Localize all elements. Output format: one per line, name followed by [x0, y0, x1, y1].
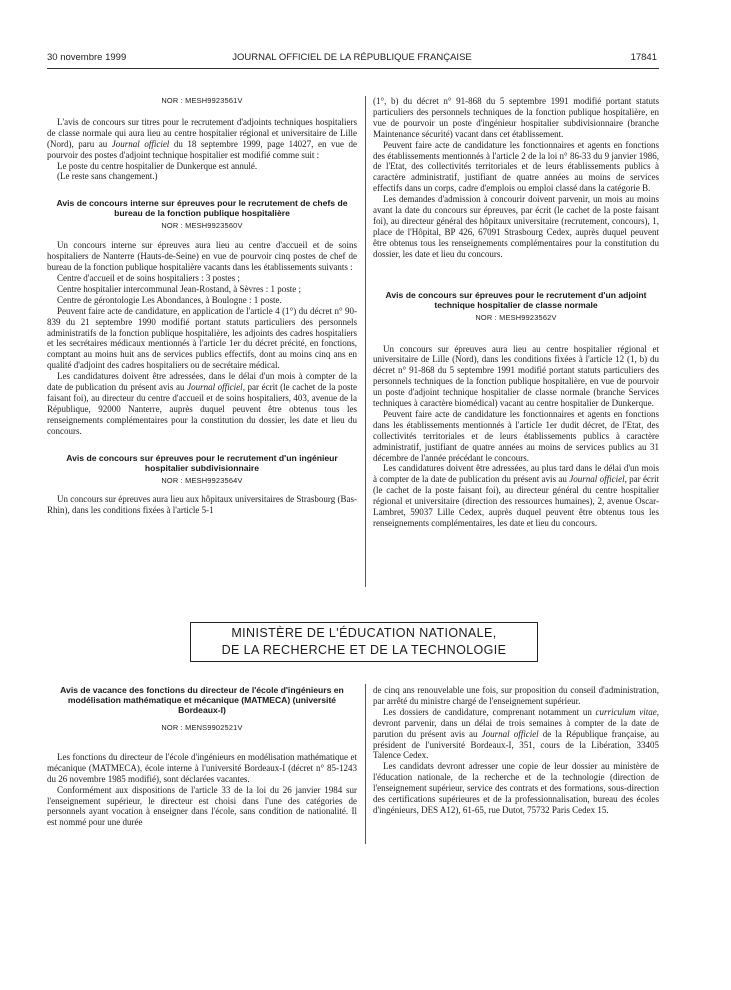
paragraph: Conformément aux dispositions de l'article 33 de la loi du 26 janvier 1984 sur l'enseignement supérieur, le directeur est choisi dans l'une des catégories de personnels ayant vocation à enseigner dans l'école, sans condition de nationalité. Il est nommé pour une durée	[47, 784, 357, 828]
header-rule	[47, 68, 659, 69]
paragraph: Peuvent faire acte de candidature les fonctionnaires et agents en fonctions dans les établissements mentionnés à l'article 1er dudit décret, de l'Etat, des collectivités territoriales et de leurs établissements publics à caractère administratif, justifiant de quatre années au moins de services publics au 31 décembre de l'année précédant le concours.	[373, 408, 659, 463]
paragraph: Un concours sur épreuves aura lieu aux hôpitaux universitaires de Strasbourg (Bas-Rhin), dans les conditions fixées à l'article 5-1	[47, 494, 358, 516]
paragraph: (1°, b) du décret n° 91-868 du 5 septembre 1991 modifié portant statuts particuliers des personnels techniques de la fonction publique hospitalière, en vue de pourvoir un poste d'ingénieur hospitalier subdivisionnaire (branche Maintenance sécurité) vacant dans cet établissement.	[373, 96, 659, 139]
paragraph: Le poste du centre hospitalier de Dunkerque est annulé.	[57, 160, 258, 171]
paragraph: Les fonctions du directeur de l'école d'ingénieurs en modélisation mathématique et mécanique (MATMECA), école interne à l'université Bordeaux-I (décret n° 85-1243 du 26 novembre 1985 modifié), sont déclarées vacantes.	[47, 751, 357, 784]
column-divider-bottom	[365, 684, 366, 844]
paragraph: Les candidatures doivent être adressées, au plus tard dans le délai d'un mois à compter de la date de publication du présent avis au Journal officiel, par écrit (le cachet de la poste faisant foi), au directeur général du centre hospitalier régional et universitaire (direction des ressources humaines), 2, avenue Oscar-Lambret, 59037 Lille Cedex, auprès duquel peuvent être obtenus tous les renseignements complémentaires, les date et lieu du concours.	[373, 463, 659, 528]
paragraph: Un concours sur épreuves aura lieu au centre hospitalier régional et universitaire de Lille (Nord), dans les conditions fixées à l'article 12 (1, b) du décret n° 91-868 du 5 septembre 1991 modifié portant statuts particuliers des personnels techniques de la fonction publique hospitalière, en vue de pourvoir un poste d'adjoint technique hospitalier de classe normale (branche Services techniques à caractère biomédical) vacant au centre hospitalier de Dunkerque.	[373, 343, 659, 409]
paragraph: de cinq ans renouvelable une fois, sur proposition du conseil d'administration, par arrêté du ministre chargé de l'enseignement supérieur.	[373, 685, 659, 706]
header-journal-title: JOURNAL OFFICIEL DE LA RÉPUBLIQUE FRANÇAISE	[232, 52, 472, 63]
header-page-number: 17841	[630, 52, 657, 63]
paragraph: Les candidats devront adresser une copie de leur dossier au ministère de l'éducation nationale, de la recherche et de la technologie (direction de l'enseignement supérieur, service des contrats et des formations, sous-direction des certifications supérieures et de la professionnalisation, bureau des écoles d'ingénieurs, DES A12), 61-65, rue Dutot, 75732 Paris Cedex 15.	[373, 761, 659, 815]
bottom-right-column	[373, 685, 659, 816]
ministry-heading	[190, 622, 538, 662]
paragraph: Un concours interne sur épreuves aura lieu au centre d'accueil et de soins hospitaliers de Nanterre (Hauts-de-Seine) en vue de pourvoir cinq postes de chef de bureau de la fonction publique hospitalière vacants dans les établissements suivants :	[47, 240, 357, 273]
paragraph: Centre de gérontologie Les Abondances, à Boulogne : 1 poste.	[57, 294, 282, 305]
header-date: 30 novembre 1999	[47, 52, 127, 63]
nor-reference: NOR : MESH9923561V	[161, 96, 243, 105]
paragraph: Centre d'accueil et de soins hospitaliers : 3 postes ;	[57, 272, 240, 283]
notice-title: Avis de vacance des fonctions du directeur de l'école d'ingénieurs en modélisation mathématique et mécanique (MATMECA) (université Bordeaux-I)	[60, 685, 344, 715]
paragraph: L'avis de concours sur titres pour le recrutement d'adjoints techniques hospitaliers de classe normale qui aura lieu au centre hospitalier régional et universitaire de Lille (Nord), paru au Journal officiel du 18 septembre 1999, page 14027, en vue de pourvoir des postes d'adjoint technique hospitalier est modifié comme suit :	[47, 116, 357, 160]
paragraph: Centre hospitalier intercommunal Jean-Rostand, à Sèvres : 1 poste ;	[57, 283, 301, 294]
nor-reference: NOR : MESH9923560V	[161, 221, 243, 231]
running-header	[47, 52, 657, 66]
notice-title: Avis de concours sur épreuves pour le recrutement d'un adjoint technique hospitalier de classe normale	[385, 289, 647, 310]
paragraph: Peuvent faire acte de candidature, en application de l'article 4 (1°) du décret n° 90-839 du 21 septembre 1990 modifié portant statuts particuliers des personnels administratifs de la fonction publique hospitalière, les adjoints des cadres hospitaliers et les secrétaires médicaux mentionnés à l'article 1er du décret précité, en fonctions, comptant au moins huit ans de services publics effectifs, dont au moins cinq ans en qualité d'adjoint des cadres hospitaliers ou de secrétaire médical.	[47, 305, 357, 371]
nor-reference: NOR : MESH9923564V	[161, 475, 243, 485]
paragraph: Les dossiers de candidature, comprenant notamment un curriculum vitae, devront parvenir, dans un délai de trois semaines à compter de la date de parution du présent avis au Journal officiel de la République française, au président de l'université Bordeaux-I, 351, cours de la Libération, 33405 Talence Cedex.	[373, 706, 659, 761]
paragraph: Peuvent faire acte de candidature les fonctionnaires et agents en fonctions des établissements mentionnés à l'article 2 de la loi n° 86-33 du 9 janvier 1986, de l'Etat, des collectivités territoriales et de leurs établissements publics à caractère administratif, justifiant de quatre années au moins de services effectifs dans un corps, cadre d'emplois ou emploi classé dans la catégorie B.	[373, 139, 659, 194]
left-column	[47, 96, 357, 516]
nor-reference: NOR : MENS9902521V	[161, 723, 243, 732]
ministry-line-2: DE LA RECHERCHE ET DE LA TECHNOLOGIE	[221, 643, 507, 657]
notice-title: Avis de concours interne sur épreuves pour le recrutement de chefs de bureau de la fonction publique hospitalière	[56, 198, 348, 219]
notice-title: Avis de concours sur épreuves pour le recrutement d'un ingénieur hospitalier subdivisionnaire	[66, 452, 338, 473]
bottom-left-column	[47, 685, 357, 828]
nor-reference: NOR : MESH9923562V	[475, 312, 557, 322]
paragraph: Les demandes d'admission à concourir doivent parvenir, un mois au moins avant la date du concours sur épreuves, par écrit (le cachet de la poste faisant foi), au directeur général des hôpitaux universitaire (recrutement, concours), 1, place de l'Hôpital, BP 426, 67091 Strasbourg Cedex, auprès duquel peuvent être obtenus tous les renseignements complémentaires pour la constitution du dossier, les date et lieu du concours.	[373, 194, 659, 259]
paragraph: Les candidatures doivent être adressées, dans le délai d'un mois à compter de la date de publication du présent avis au Journal officiel, par écrit (le cachet de la poste faisant foi), au directeur du centre d'accueil et de soins hospitaliers, 403, avenue de la République, 92000 Nanterre, auprès duquel peuvent être obtenus tous les renseignements complémentaires pour la constitution du dossier, les date et lieu du concours.	[47, 371, 358, 436]
right-column	[373, 96, 659, 529]
paragraph: (Le reste sans changement.)	[57, 171, 158, 182]
column-divider-top	[365, 96, 366, 587]
ministry-line-1: MINISTÈRE DE L'ÉDUCATION NATIONALE,	[231, 626, 497, 640]
